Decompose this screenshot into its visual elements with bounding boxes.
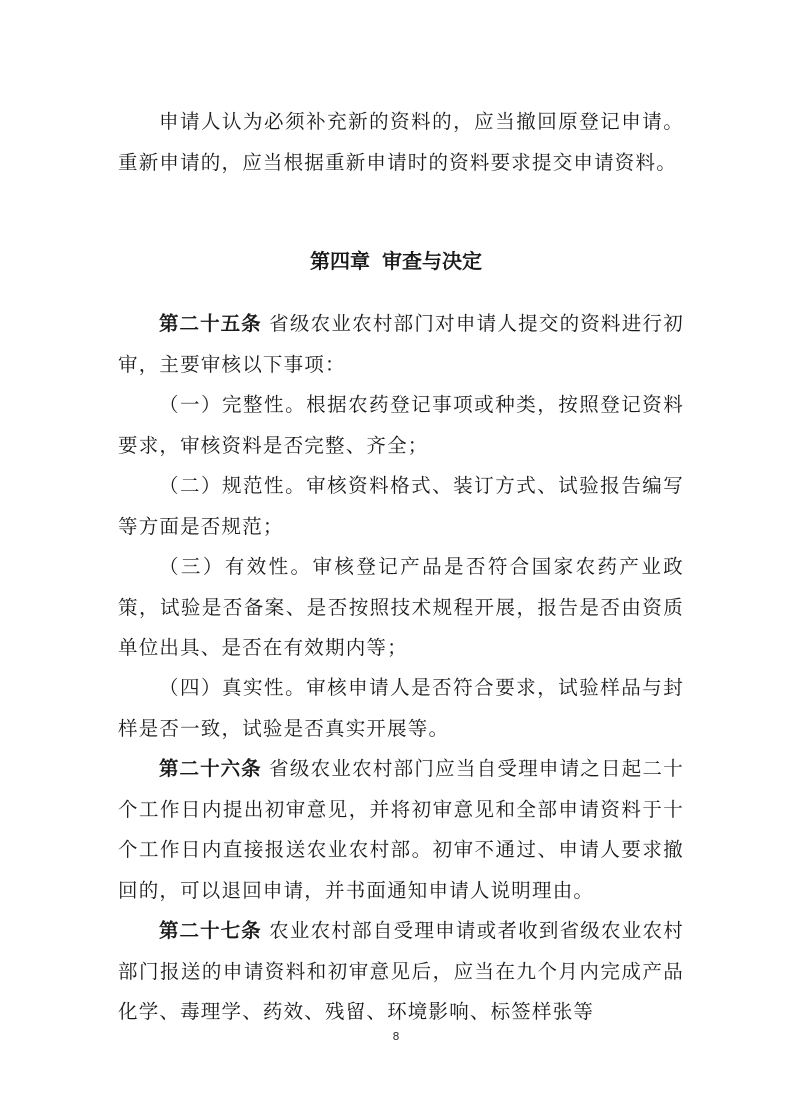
article-25-label: 第二十五条 [159,312,262,335]
paragraph-intro: 申请人认为必须补充新的资料的，应当撤回原登记申请。重新申请的，应当根据重新申请时的资料要求提交申请资料。 [118,110,684,174]
page-number: 8 [392,1030,400,1043]
article-27-text: 农业农村部自受理申请或者收到省级农业农村部门报送的申请资料和初审意见后，应当在九个月内完成产品化学、毒理学、药效、残留、环境影响、标签样张等 [118,919,684,1023]
chapter-title: 审查与决定 [382,249,482,273]
chapter-heading [0,246,792,276]
article-27 [118,911,684,1033]
article-25 [118,304,684,385]
article-27-label: 第二十七条 [159,919,262,942]
item-validity: （三）有效性。审核登记产品是否符合国家农药产业政策，试验是否备案、是否按照技术规程开展，报告是否由资质单位出具、是否在有效期内等； [118,555,684,659]
item-authenticity: （四）真实性。审核申请人是否符合要求，试验样品与封样是否一致，试验是否真实开展等。 [118,676,684,740]
article-26-label: 第二十六条 [159,757,262,780]
item-standardization: （二）规范性。审核资料格式、装订方式、试验报告编写等方面是否规范； [118,474,684,538]
article-26 [118,749,684,911]
article-26-text: 省级农业农村部门应当自受理申请之日起二十个工作日内提出初审意见，并将初审意见和全部申请资料于十个工作日内直接报送农业农村部。初审不通过、申请人要求撤回的，可以退回申请，并书面通知申请人说明理由。 [118,757,684,902]
item-completeness: （一）完整性。根据农药登记事项或种类，按照登记资料要求，审核资料是否完整、齐全； [118,393,684,457]
chapter-number: 第四章 [310,249,370,273]
article-25-text: 省级农业农村部门对申请人提交的资料进行初审，主要审核以下事项： [118,312,684,376]
